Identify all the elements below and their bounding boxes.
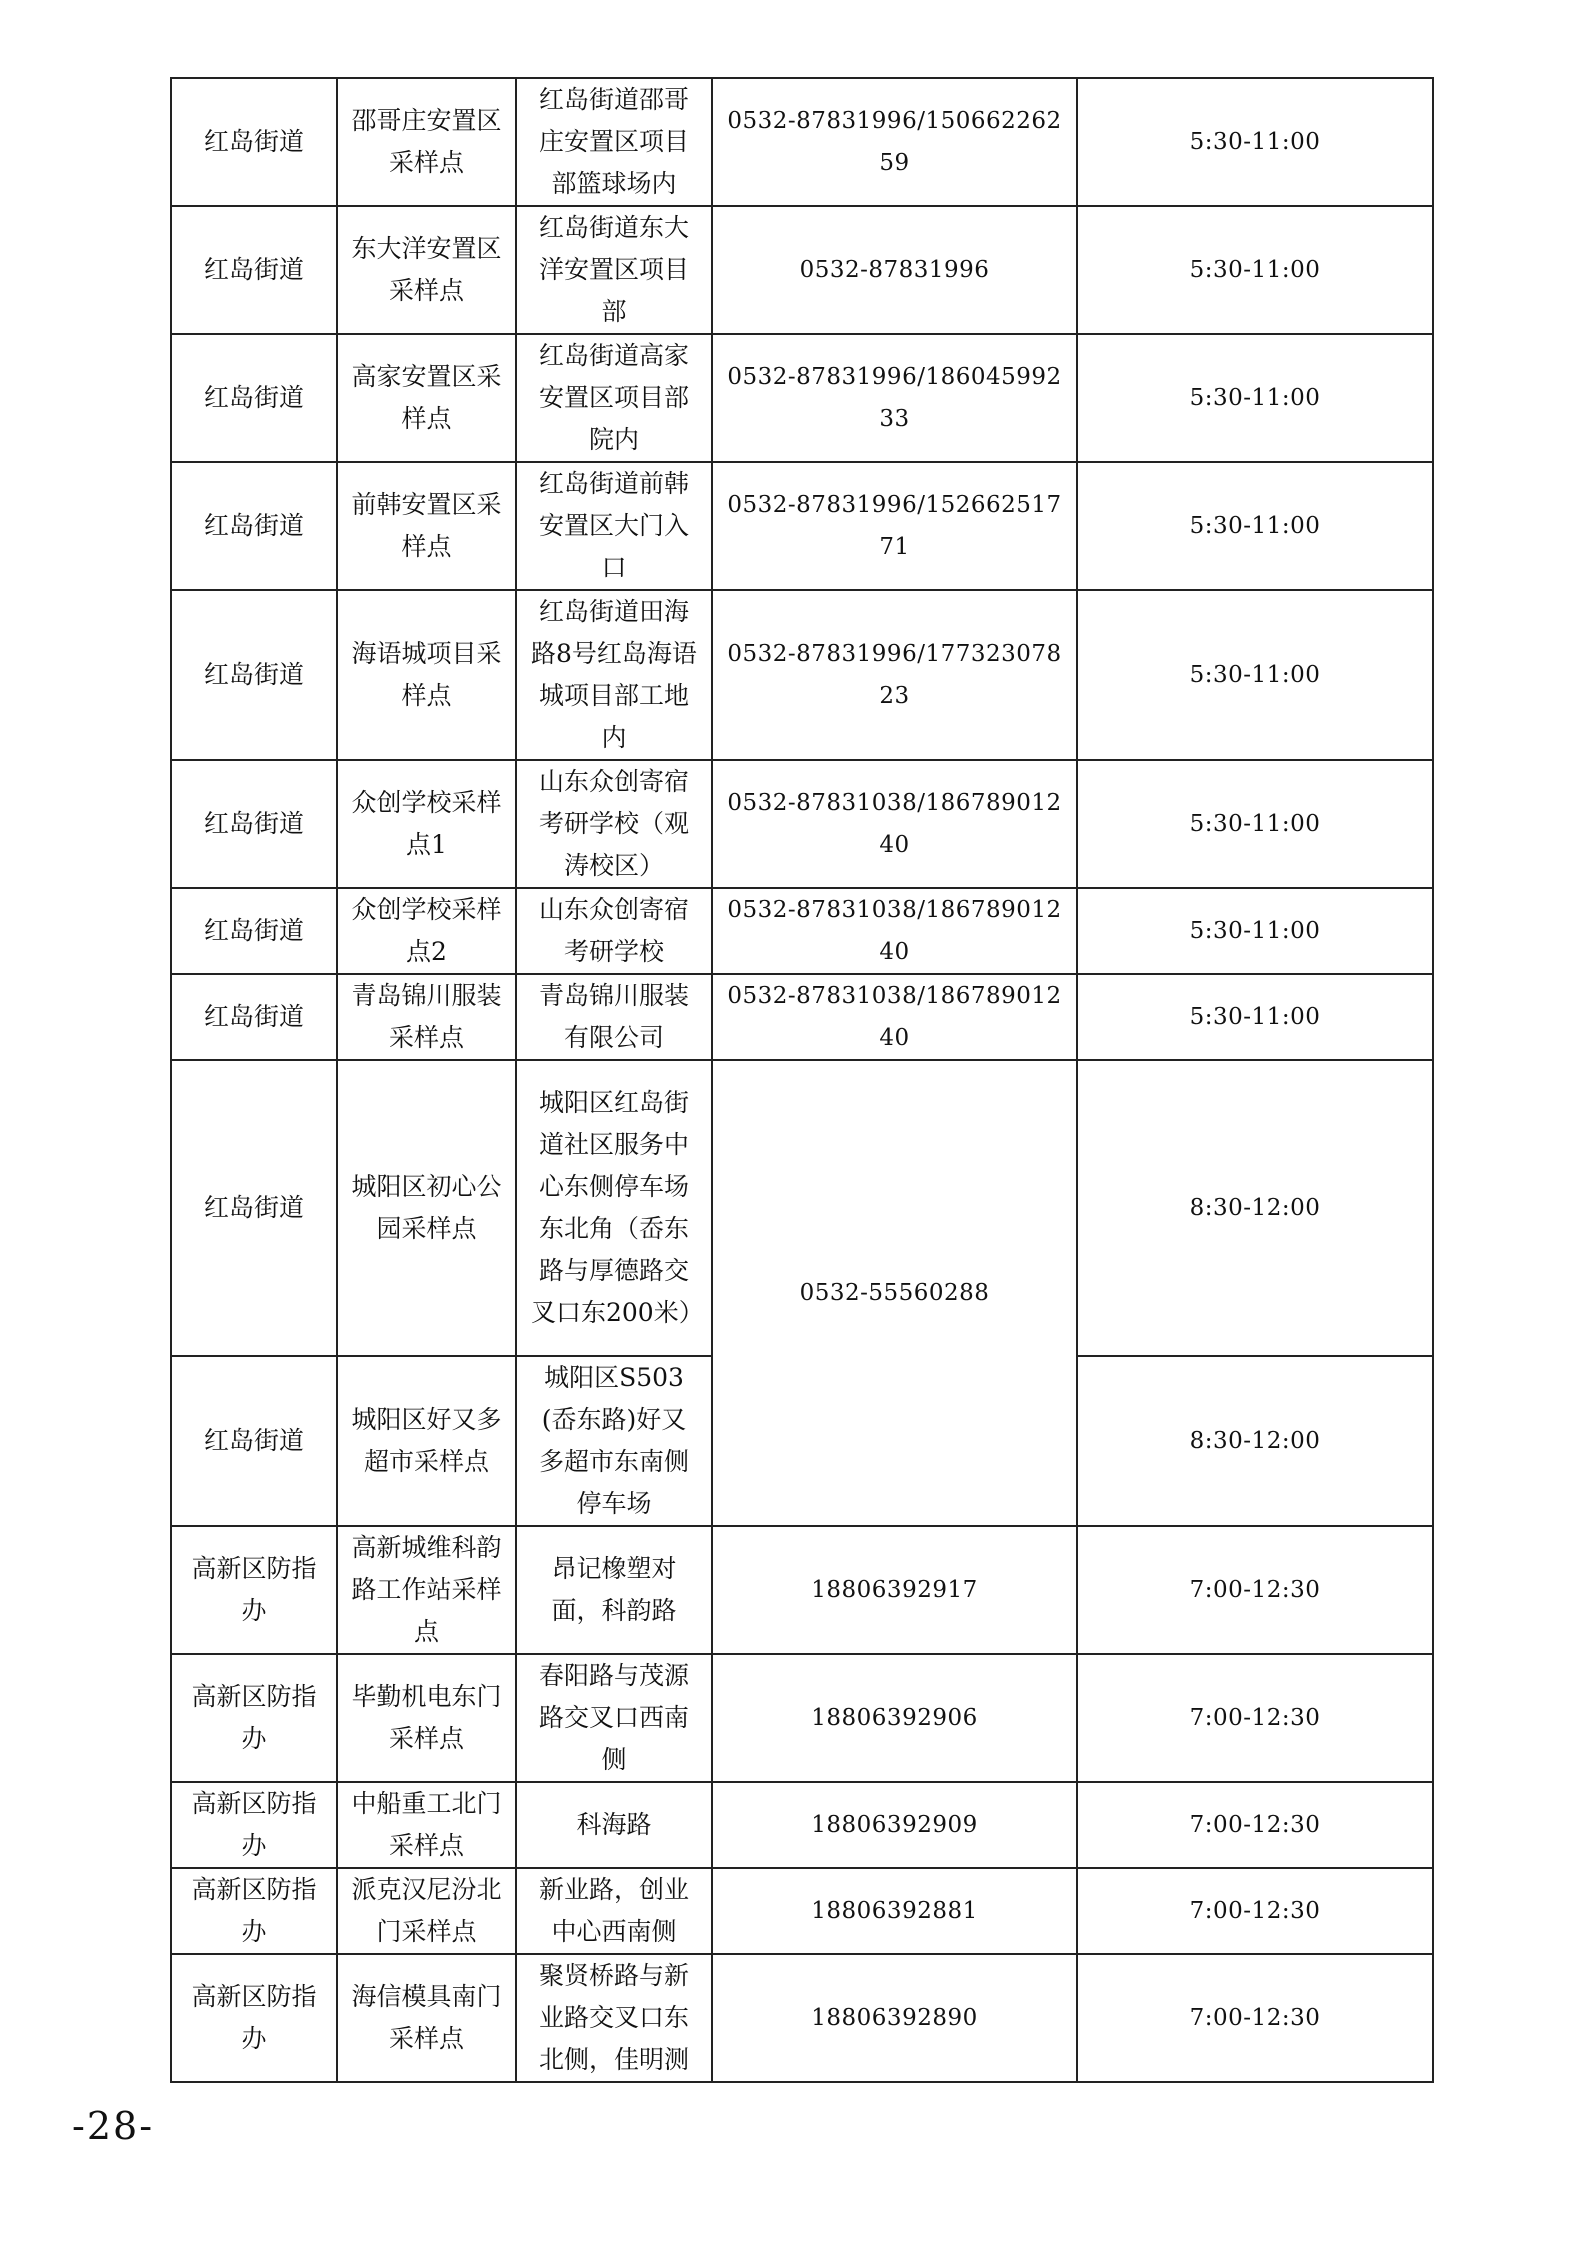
address-cell: 城阳区红岛街道社区服务中心东侧停车场东北角（岙东路与厚德路交叉口东200米） [516,1060,712,1356]
address-cell: 红岛街道东大洋安置区项目部 [516,206,712,334]
site-name-cell: 城阳区初心公园采样点 [337,1060,516,1356]
phone-cell: 0532-87831996/15266251771 [712,462,1077,590]
site-name-cell: 中船重工北门采样点 [337,1782,516,1868]
site-name-cell: 众创学校采样点1 [337,760,516,888]
district-cell: 红岛街道 [171,888,337,974]
site-name-cell: 前韩安置区采样点 [337,462,516,590]
hours-cell: 8:30-12:00 [1077,1356,1433,1526]
hours-cell: 5:30-11:00 [1077,334,1433,462]
hours-cell: 5:30-11:00 [1077,590,1433,760]
address-cell: 聚贤桥路与新业路交叉口东北侧，佳明测 [516,1954,712,2082]
table-row [171,1654,1433,1782]
phone-cell: 0532-87831996 [712,206,1077,334]
site-name-cell: 邵哥庄安置区采样点 [337,78,516,206]
phone-cell: 18806392917 [712,1526,1077,1654]
hours-cell: 5:30-11:00 [1077,462,1433,590]
hours-cell: 5:30-11:00 [1077,206,1433,334]
phone-cell: 0532-87831996/15066226259 [712,78,1077,206]
table-row [171,206,1433,334]
site-name-cell: 青岛锦川服装采样点 [337,974,516,1060]
hours-cell: 5:30-11:00 [1077,888,1433,974]
district-cell: 红岛街道 [171,1060,337,1356]
address-cell: 红岛街道田海路8号红岛海语城项目部工地内 [516,590,712,760]
site-name-cell: 派克汉尼汾北门采样点 [337,1868,516,1954]
address-cell: 春阳路与茂源路交叉口西南侧 [516,1654,712,1782]
hours-cell: 7:00-12:30 [1077,1868,1433,1954]
address-cell: 山东众创寄宿考研学校 [516,888,712,974]
district-cell: 高新区防指办 [171,1954,337,2082]
address-cell: 科海路 [516,1782,712,1868]
district-cell: 红岛街道 [171,462,337,590]
phone-cell: 0532-87831996/17732307823 [712,590,1077,760]
phone-cell: 0532-55560288 [712,1060,1077,1526]
site-name-cell: 东大洋安置区采样点 [337,206,516,334]
hours-cell: 7:00-12:30 [1077,1654,1433,1782]
phone-cell: 18806392909 [712,1782,1077,1868]
site-name-cell: 众创学校采样点2 [337,888,516,974]
table-row [171,1954,1433,2082]
district-cell: 高新区防指办 [171,1526,337,1654]
table-row [171,760,1433,888]
phone-cell: 0532-87831996/18604599233 [712,334,1077,462]
hours-cell: 8:30-12:00 [1077,1060,1433,1356]
district-cell: 红岛街道 [171,590,337,760]
district-cell: 红岛街道 [171,206,337,334]
hours-cell: 7:00-12:30 [1077,1954,1433,2082]
phone-cell: 0532-87831038/18678901240 [712,888,1077,974]
hours-cell: 5:30-11:00 [1077,78,1433,206]
table-row [171,1526,1433,1654]
site-name-cell: 海信模具南门采样点 [337,1954,516,2082]
address-cell: 昂记橡塑对面，科韵路 [516,1526,712,1654]
table-row [171,1868,1433,1954]
table-row [171,78,1433,206]
address-cell: 新业路，创业中心西南侧 [516,1868,712,1954]
table-row [171,462,1433,590]
site-name-cell: 海语城项目采样点 [337,590,516,760]
phone-cell: 18806392890 [712,1954,1077,2082]
district-cell: 红岛街道 [171,78,337,206]
district-cell: 红岛街道 [171,1356,337,1526]
hours-cell: 5:30-11:00 [1077,974,1433,1060]
site-name-cell: 高家安置区采样点 [337,334,516,462]
phone-cell: 18806392881 [712,1868,1077,1954]
table-row [171,1782,1433,1868]
phone-cell: 0532-87831038/18678901240 [712,974,1077,1060]
sampling-sites-table [170,77,1434,2083]
table-row [171,590,1433,760]
table-row [171,888,1433,974]
address-cell: 青岛锦川服装有限公司 [516,974,712,1060]
hours-cell: 7:00-12:30 [1077,1782,1433,1868]
district-cell: 红岛街道 [171,760,337,888]
address-cell: 红岛街道前韩安置区大门入口 [516,462,712,590]
district-cell: 红岛街道 [171,974,337,1060]
phone-cell: 18806392906 [712,1654,1077,1782]
site-name-cell: 毕勤机电东门采样点 [337,1654,516,1782]
hours-cell: 7:00-12:30 [1077,1526,1433,1654]
address-cell: 红岛街道邵哥庄安置区项目部篮球场内 [516,78,712,206]
address-cell: 城阳区S503(岙东路)好又多超市东南侧停车场 [516,1356,712,1526]
table-row [171,334,1433,462]
district-cell: 高新区防指办 [171,1654,337,1782]
district-cell: 高新区防指办 [171,1782,337,1868]
district-cell: 高新区防指办 [171,1868,337,1954]
hours-cell: 5:30-11:00 [1077,760,1433,888]
page-number: -28- [72,2104,155,2148]
address-cell: 山东众创寄宿考研学校（观涛校区） [516,760,712,888]
address-cell: 红岛街道高家安置区项目部院内 [516,334,712,462]
table-row [171,974,1433,1060]
table-row [171,1060,1433,1356]
district-cell: 红岛街道 [171,334,337,462]
site-name-cell: 城阳区好又多超市采样点 [337,1356,516,1526]
site-name-cell: 高新城维科韵路工作站采样点 [337,1526,516,1654]
phone-cell: 0532-87831038/18678901240 [712,760,1077,888]
